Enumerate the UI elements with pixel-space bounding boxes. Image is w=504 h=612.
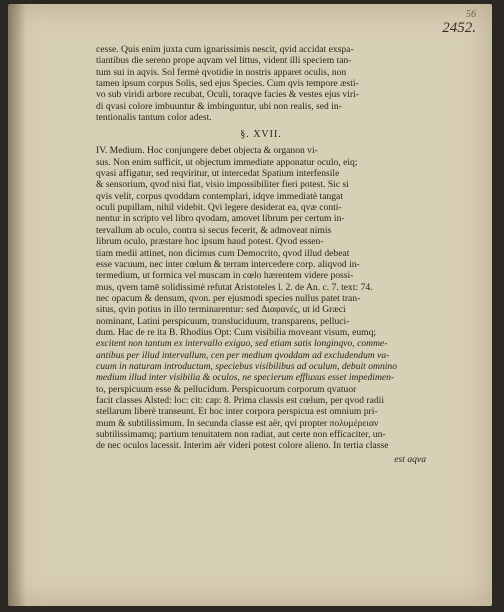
text-line: to, perspicuum esse & pellucidum. Perspicuorum corporum qvatuor [96,383,357,395]
text-line: tiantibus die sereno prope aqvam vel littus, vident illi speciem tan- [96,55,352,67]
paragraph-2 [96,145,426,451]
text-line: dum. Hac de re ita B. Rhodius Opt: Cum visibilia moveant visum, eumq; [96,326,377,338]
text-line: antibus per illud intervallum, cen per medium qvoddam ad excludendum va- [96,349,390,361]
handwritten-number: 2452. [442,20,476,36]
page-marginalia [442,10,476,36]
text-line: subtilissimamq; partium tenuitatem non radiat, aut certe non efficaciter, un- [96,429,386,440]
section-heading: §. XVII. [240,129,282,141]
text-line: termedium, ut formica vel muscam in cœlo hærentem videre possi- [96,270,354,282]
text-line: tum sui in aqvis. Sol fermè qvotidie in nostris apparet oculis, non [96,66,347,78]
body-text [96,44,426,465]
folio-number: 56 [466,9,476,20]
text-line: cesse. Quis enim juxta cum ignarissimis nescit, qvid accidat exspa- [96,44,354,55]
text-line: IV. Medium. Hoc conjungere debet objecta & organon vi- [96,145,318,157]
text-line: vo sub viridi arbore recubat, Oculi, toraqve facies & vestes ejus viri- [96,89,359,101]
text-line: tentionalis tantum color adest. [96,112,212,124]
text-line: librum oculo, præstare hoc ipsum haud potest. Qvod essen- [96,236,324,248]
text-line: qvis velit, corpus qvoddam contemplari, idqve immediatè tangat [96,190,343,202]
text-line: tamen ipsum corpus Solis, sed ejus Species. Cum qvis tempore æsti- [96,78,359,90]
text-line: di qvasi colore imbuuntur & imbinguntur, ubi non realis, sed in- [96,100,342,112]
text-line: nominant, Latini perspicuum, transluciduum, transparens, pelluci- [96,315,350,327]
text-line: excitent non tantum ex intervallo exiguo, sed etiam satis longinqvo, comme- [96,338,388,350]
text-line: cuum in naturam introductum, speciebus visibilibus ad oculum, debuit omnino [96,360,398,372]
text-line: mum & subtilissimum. In secunda classe est aër, qvi propter πολυμέρειαν [96,417,379,429]
text-line: oculi pupillam, nihil videbit. Qvi legere desiderat ea, qvæ conti- [96,202,342,214]
text-line: situs, qvin potius in illo terminarentur: sed Διαφανές, ut id Græci [96,304,346,316]
text-line: tiam medii attinet, non dicimus cum Democrito, qvod illud debeat [96,247,350,259]
text-line: facit classes Alsted: loc: cit: cap: 8. Prima classis est cœlum, per qvod radii [96,394,385,406]
text-line: nec opacum & densum, qvon. per ejusmodi species nullus patet tran- [96,292,361,304]
text-line: de nec oculos lacessit. Interim aër videri potest colore alieno. In tertia classe [96,440,389,452]
text-line: nentur in scripto vel libro qvodam, amovet librum per certum in- [96,213,345,225]
text-line: sus. Non enim sufficit, ut objectum immediate apponatur oculo, eiq; [96,156,358,168]
text-line: qvasi affigatur, sed reqviritur, ut intercedat Spatium interfensile [96,168,340,180]
text-line: & sensorium, qvod nisi fiat, visio impossibiliter fieri potest. Sic si [96,179,349,191]
text-line: stellarum liberè transeunt. Et hoc inter corpora perspicua est omnium pri- [96,406,378,418]
text-line: mus, qvem tamē solidissimè refutat Aristoteles l. 2. de An. c. 7. text: 74. [96,281,373,293]
book-page [8,4,492,606]
text-line: esse vacuum, nec inter cœlum & terram intercedere corp. aliqvod in- [96,258,360,270]
paragraph-1 [96,44,426,123]
catchword: est aqva [394,453,426,465]
text-line: medium illud inter visibilia & oculos, ne specierum effluxus esset impedimen- [96,372,395,384]
text-line: tervallum ab oculo, contra si secus fecerit, & admoveat nimis [96,224,332,236]
